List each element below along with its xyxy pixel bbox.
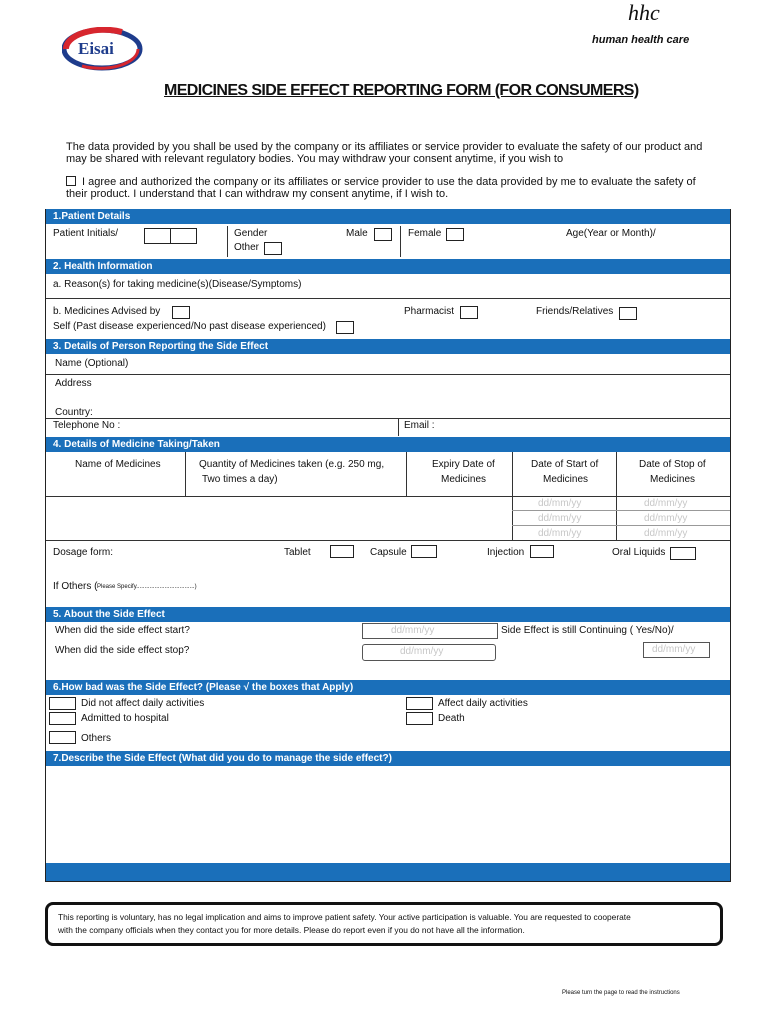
male-label: Male [346,228,368,239]
opt-no-effect-label: Did not affect daily activities [81,698,205,709]
divider [227,226,228,257]
divider [406,452,407,496]
advised-by-label: b. Medicines Advised by [53,306,161,317]
self-checkbox[interactable] [336,321,354,334]
divider [46,496,730,497]
col-name: Name of Medicines [75,459,161,470]
section-4-header: 4. Details of Medicine Taking/Taken [46,437,730,452]
divider [512,452,513,540]
reasons-label: a. Reason(s) for taking medicine(s)(Disease/Symptoms) [53,279,302,290]
injection-checkbox[interactable] [530,545,554,558]
section-6-header: 6.How bad was the Side Effect? (Please √ the boxes that Apply) [46,680,730,695]
notice-box [45,902,723,946]
other-label: Other [234,242,260,253]
turn-page-note: Please turn the page to read the instructions [562,990,680,996]
male-checkbox[interactable] [374,228,392,241]
stop-date-placeholder: dd/mm/yy [400,646,444,657]
telephone-label: Telephone No : [53,420,121,431]
continuing-placeholder: dd/mm/yy [652,644,696,655]
hhc-mark: hhc [628,0,660,25]
others-specify: Please Specify...................................) [97,584,197,590]
opt-others-checkbox[interactable] [49,731,76,744]
opt-no-effect-checkbox[interactable] [49,697,76,710]
initials-box-1[interactable] [144,228,171,244]
start-date-placeholder: dd/mm/yy [391,625,435,636]
opt-hospital-checkbox[interactable] [49,712,76,725]
opt-affect-checkbox[interactable] [406,697,433,710]
divider [46,374,730,375]
tablet-label: Tablet [284,547,311,558]
divider [616,452,617,540]
col-stop-2: Medicines [650,474,696,485]
col-expiry-1: Expiry Date of [432,459,495,470]
age-label: Age(Year or Month)/ [566,228,656,239]
stop-date-3[interactable]: dd/mm/yy [644,528,688,539]
dosage-label: Dosage form: [53,547,114,558]
start-date-3[interactable]: dd/mm/yy [538,528,582,539]
divider [185,452,186,496]
opt-hospital-label: Admitted to hospital [81,713,169,724]
self-label: Self (Past disease experienced/No past disease experienced) [53,321,326,332]
stop-date-1[interactable]: dd/mm/yy [644,498,688,509]
divider [398,418,399,436]
divider [46,540,730,541]
side-effect-stop-label: When did the side effect stop? [55,645,190,656]
intro-line-1: The data provided by you shall be used by the company or its affiliates or service provider to evaluate the safety of our product and [66,141,703,153]
opt-death-checkbox[interactable] [406,712,433,725]
tablet-checkbox[interactable] [330,545,354,558]
notice-line-2: with the company officials when they contact you for more details. Please do report even if you do not have all the information. [58,925,525,935]
col-qty-1: Quantity of Medicines taken (e.g. 250 mg, [199,459,385,470]
friends-checkbox[interactable] [619,307,637,320]
opt-death-label: Death [438,713,465,724]
continuing-label: Side Effect is still Continuing ( Yes/No)/ [501,625,674,636]
stop-date-input[interactable] [362,644,496,661]
section-7-footer-bar [46,863,730,881]
stop-date-2[interactable]: dd/mm/yy [644,513,688,524]
consent-checkbox[interactable] [66,176,76,186]
divider [512,510,730,511]
start-date-2[interactable]: dd/mm/yy [538,513,582,524]
section-7-header: 7.Describe the Side Effect (What did you do to manage the side effect?) [46,751,730,766]
capsule-label: Capsule [370,547,407,558]
divider [512,525,730,526]
intro-line-2: may be shared with relevant regulatory bodies. You may withdraw your consent anytime, if you wish to [66,153,564,165]
patient-initials-label: Patient Initials/ [53,228,119,239]
continuing-input[interactable] [643,642,710,658]
logo-text: Eisai [78,39,114,58]
injection-label: Injection [487,547,525,558]
pharmacist-label: Pharmacist [404,306,455,317]
divider [400,226,401,257]
other-checkbox[interactable] [264,242,282,255]
section-5-header: 5. About the Side Effect [46,607,730,622]
section-1-header: 1.Patient Details [46,209,730,224]
oral-label: Oral Liquids [612,547,666,558]
tagline: human health care [592,34,690,46]
notice-line-1: This reporting is voluntary, has no legal implication and aims to improve patient safety. Your active participation is valuable. You are requested to cooperate [58,912,631,922]
consent-line-1: I agree and authorized the company or its affiliates or service provider to use the data provided by me to evaluate the safety of [82,176,696,188]
others-label: If Others ( [53,581,98,592]
female-checkbox[interactable] [446,228,464,241]
consent-line-2: their product. I understand that I can withdraw my consent anytime, if I wish to. [66,188,449,200]
initials-box-2[interactable] [170,228,197,244]
divider [46,418,730,419]
section-3-header: 3. Details of Person Reporting the Side Effect [46,339,730,354]
divider [46,298,730,299]
opt-affect-label: Affect daily activities [438,698,528,709]
start-date-input[interactable] [362,623,498,639]
col-start-2: Medicines [543,474,589,485]
col-stop-1: Date of Stop of [639,459,706,470]
page-title: MEDICINES SIDE EFFECT REPORTING FORM (FOR CONSUMERS) [164,82,639,99]
name-label: Name (Optional) [55,358,129,369]
start-date-1[interactable]: dd/mm/yy [538,498,582,509]
col-qty-2: Two times a day) [202,474,278,485]
opt-others-label: Others [81,733,112,744]
advised-checkbox[interactable] [172,306,190,319]
pharmacist-checkbox[interactable] [460,306,478,319]
oral-checkbox[interactable] [670,547,696,560]
address-label: Address [55,378,92,389]
describe-text-area[interactable] [46,767,730,863]
col-start-1: Date of Start of [531,459,599,470]
section-2-header: 2. Health Information [46,259,730,274]
eisai-logo [62,27,144,71]
country-label: Country: [55,407,93,418]
capsule-checkbox[interactable] [411,545,437,558]
female-label: Female [408,228,442,239]
friends-label: Friends/Relatives [536,306,614,317]
gender-label: Gender [234,228,268,239]
email-label: Email : [404,420,435,431]
col-expiry-2: Medicines [441,474,487,485]
side-effect-start-label: When did the side effect start? [55,625,190,636]
